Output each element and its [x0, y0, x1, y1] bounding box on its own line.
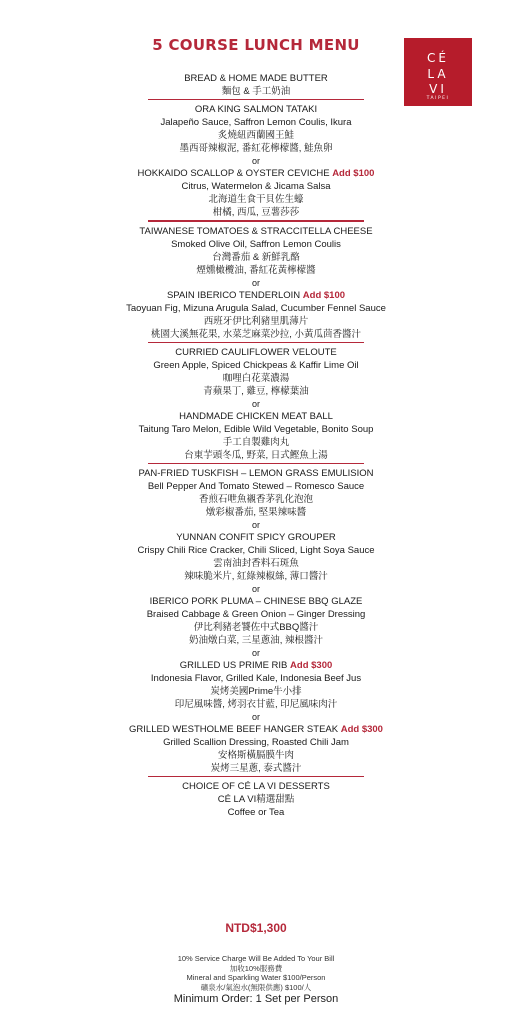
course-block [0, 225, 512, 277]
course-description: 炭烤三星蔥, 泰式醬汁 [210, 763, 302, 775]
note-line: Mineral and Sparkling Water $100/Person [186, 973, 326, 982]
or-separator: or [251, 648, 260, 659]
course-name: IBERICO PORK PLUMA – CHINESE BBQ GLAZE [149, 596, 363, 608]
course-description: 墨西哥辣椒泥, 番紅花檸檬醬, 鮭魚卵 [179, 143, 333, 155]
supplement-price: Add $100 [302, 289, 346, 301]
logo-line-2: LA [427, 67, 449, 81]
course-description: 燉彩椒番茄, 堅果辣味醬 [205, 507, 307, 519]
course-name [0, 659, 512, 672]
supplement-price: Add $300 [340, 724, 383, 736]
course-description: 奶油燉白菜, 三星蔥油, 辣根醬汁 [188, 635, 324, 647]
course-divider [148, 776, 364, 777]
course-description: Jalapeño Sauce, Saffron Lemon Coulis, Ikura [160, 117, 352, 129]
course-description: 台灣番茄 & 新鮮乳酪 [212, 251, 300, 263]
course-name [0, 167, 512, 180]
course-name: HANDMADE CHICKEN MEAT BALL [179, 410, 333, 422]
course-name-text: HOKKAIDO SCALLOP & OYSTER CEVICHE [137, 168, 330, 180]
course-block [0, 780, 512, 819]
course-block [0, 595, 512, 647]
or-separator: or [251, 398, 260, 409]
course-description: 青蘋果丁, 雞豆, 檸檬葉油 [203, 385, 309, 397]
course-description: 香煎石呭魚襯香茅乳化泡泡 [198, 494, 313, 506]
course-block [0, 103, 512, 155]
course-description: 麵包 & 手工奶油 [221, 86, 291, 97]
or-separator: or [251, 712, 260, 723]
course-block [0, 289, 512, 343]
course-description: 桃園大溪無花果, 水菜芝麻菜沙拉, 小黃瓜茴香醬汁 [150, 328, 362, 340]
course-divider [148, 463, 364, 464]
course-name: ORA KING SALMON TATAKI [194, 104, 318, 116]
course-block [0, 531, 512, 583]
logo-line-1: CÉ [427, 51, 449, 65]
course-description: Crispy Chili Rice Cracker, Chili Sliced, Light Soya Sauce [137, 545, 375, 557]
course-name: YUNNAN CONFIT SPICY GROUPER [176, 532, 336, 544]
course-description: Green Apple, Spiced Chickpeas & Kaffir Lime Oil [153, 359, 359, 371]
note-line: 礦泉水/氣泡水(無限供應) $100/人 [200, 982, 312, 992]
minimum-order: Minimum Order: 1 Set per Person [173, 993, 339, 1005]
course-description: 炙燒紐西蘭國王鮭 [217, 130, 294, 142]
course-block [0, 346, 512, 398]
course-name-text: GRILLED US PRIME RIB [179, 660, 288, 672]
logo-line-3: VI [429, 82, 447, 96]
course-divider [148, 220, 364, 221]
course-name: CHOICE OF CÉ LA VI DESSERTS [182, 781, 330, 793]
course-name: BREAD & HOME MADE BUTTER [184, 73, 328, 84]
menu-notes [0, 954, 512, 992]
course-description: 安格斯橫膈膜牛肉 [217, 750, 294, 762]
course-block [0, 72, 512, 100]
course-description: CÉ LA VI精選甜點 [217, 794, 295, 806]
supplement-price: Add $300 [290, 660, 333, 672]
course-description: Citrus, Watermelon & Jicama Salsa [181, 181, 331, 193]
course-description: 北海道生食干貝佐生蠔 [208, 194, 304, 206]
course-divider [148, 342, 364, 343]
course-description: Indonesia Flavor, Grilled Kale, Indonesia Beef Jus [150, 673, 362, 685]
or-separator: or [251, 584, 260, 595]
or-separator: or [251, 520, 260, 531]
course-description: 伊比利豬老饕佐中式BBQ醬汁 [193, 622, 319, 634]
course-description: Coffee or Tea [227, 807, 285, 819]
or-separator: or [251, 277, 260, 288]
course-description: Smoked Olive Oil, Saffron Lemon Coulis [171, 238, 341, 250]
course-description: 咖哩白花菜濃湯 [222, 372, 290, 384]
logo-line-4: TAIPEI [426, 96, 450, 101]
course-description: 雲南油封香料石斑魚 [213, 558, 299, 570]
course-description: 印尼風味醬, 烤羽衣甘藍, 印尼風味肉汁 [174, 699, 338, 711]
note-line: 10% Service Charge Will Be Added To Your Bill [177, 954, 335, 963]
course-description: 西班牙伊比利豬里肌薄片 [203, 315, 309, 327]
course-block [0, 167, 512, 221]
course-name: TAIWANESE TOMATOES & STRACCITELLA CHEESE [139, 225, 373, 237]
course-description: 台東芋頭冬瓜, 野菜, 日式鰹魚上湯 [184, 449, 328, 461]
or-separator: or [251, 156, 260, 167]
course-name: CURRIED CAULIFLOWER VELOUTE [175, 346, 337, 358]
course-description: Taoyuan Fig, Mizuna Arugula Salad, Cucumber Fennel Sauce [126, 302, 386, 314]
course-block [0, 467, 512, 519]
course-description: 柑橘, 西瓜, 豆薯莎莎 [212, 207, 300, 219]
course-description: Braised Cabbage & Green Onion – Ginger Dressing [146, 609, 366, 621]
course-name-text: GRILLED WESTHOLME BEEF HANGER STEAK [129, 724, 339, 736]
course-name: PAN-FRIED TUSKFISH – LEMON GRASS EMULISION [138, 468, 374, 480]
course-description: 炭烤美國Prime牛小排 [210, 686, 302, 698]
course-description: 煙燻橄欖油, 番紅花黃檸檬醬 [196, 264, 316, 276]
course-description: Taitung Taro Melon, Edible Wild Vegetable, Bonito Soup [138, 423, 374, 435]
course-description: 辣味脆米片, 紅綠辣椒絲, 薄口醬汁 [184, 571, 328, 583]
course-block [0, 659, 512, 711]
course-divider [148, 99, 364, 100]
course-description: 手工自製雞肉丸 [222, 436, 290, 448]
course-name-text: SPAIN IBERICO TENDERLOIN [166, 289, 301, 301]
supplement-price: Add $100 [332, 168, 375, 180]
course-description: Grilled Scallion Dressing, Roasted Chili Jam [163, 737, 349, 749]
set-price: NTD$1,300 [225, 921, 287, 935]
course-description: Bell Pepper And Tomato Stewed – Romesco Sauce [147, 481, 365, 493]
menu-courses [0, 72, 512, 819]
menu-title: 5 COURSE LUNCH MENU [152, 36, 360, 54]
note-line: 加收10%服務費 [229, 963, 283, 973]
course-name [0, 723, 512, 736]
course-name [0, 289, 512, 302]
course-block [0, 723, 512, 777]
course-block [0, 410, 512, 464]
